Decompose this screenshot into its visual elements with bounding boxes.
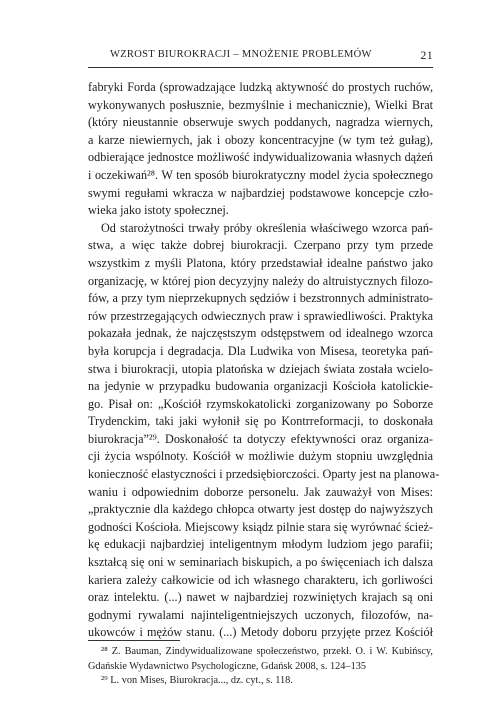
body-line: wykonywanych posłusznie, bezmyślnie i mechanicznie), Wielki Brat — [88, 97, 433, 112]
body-line: ukowców i mężów stanu. (...) Metody doboru przyjęte przez Kościół — [88, 625, 433, 640]
body-line: waniu i odpowiednim doborze personelu. Jak zauważył von Mises: — [88, 484, 433, 499]
footnote-line: ²⁹ L. von Mises, Biurokracja..., dz. cyt., s. 118. — [101, 675, 293, 686]
body-line: konieczność elastyczności i przedsiębiorczości. Oparty jest na planowa- — [88, 467, 440, 482]
running-header — [88, 49, 433, 65]
body-line: była korupcja i degradacja. Dla Ludwika von Misesa, teoretyka pań- — [88, 343, 433, 358]
body-line: Od starożytności trwały próby określenia właściwego wzorca pań- — [101, 220, 433, 235]
body-line: fabryki Forda (sprowadzające ludzką aktywność do prostych ruchów, — [88, 80, 433, 94]
body-line: go. Pisał on: „Kościół rzymskokatolicki zorganizowany po Soborze — [88, 396, 433, 411]
footnote-line: ²⁸ Z. Bauman, Zindywidualizowane społeczeństwo, przekł. O. i W. Kubińscy, — [101, 646, 433, 657]
running-title: WZROST BIUROKRACJI – MNOŻENIE PROBLEMÓW — [110, 49, 372, 60]
body-line: godności Kościoła. Miejscowy ksiądz pilnie stara się wyrównać ścież- — [88, 519, 433, 534]
body-line: stwa, a więc także dobrej biurokracji. Czerpano przy tym przede — [88, 238, 433, 253]
body-line: Trydenckim, taki jaki wyłonił się po Kontrreformacji, to doskonała — [88, 414, 433, 429]
body-line: „praktycznie dla każdego chłopca otwarty jest dostęp do najwyższych — [88, 502, 433, 517]
body-line: i oczekiwań²⁸. W ten sposób biurokratyczny model życia społecznego — [88, 167, 433, 182]
body-line: oraz intelektu. (...) nawet w najbardziej rozwiniętych krajach są oni — [88, 590, 433, 605]
body-line: biurokracja”²⁹. Doskonałość ta dotyczy efektywności oraz organiza- — [88, 431, 433, 446]
body-line: swymi regułami wkracza w najbardziej podstawowe koncepcje czło- — [88, 185, 433, 200]
body-line: pokazała jednak, że najczęstszym odstępstwem od idealnego wzorca — [88, 326, 433, 341]
body-line: a karze niewiernych, jak i obozy koncentracyjne (w tym też gułag), — [88, 132, 433, 147]
body-line: organizację, w której pion decyzyjny należy do altruistycznych filozo- — [88, 273, 433, 288]
body-line: kształcą się oni w seminariach biskupich, a po święceniach ich dalsza — [88, 555, 433, 570]
footnotes — [88, 645, 433, 689]
page-number: 21 — [420, 48, 433, 62]
body-line: kariera zależy całkowicie od ich własnego charakteru, ich gorliwości — [88, 572, 433, 587]
body-line: wieka jako istoty społecznej. — [88, 203, 229, 218]
body-line: stwa i biurokracji, utopia platońska w dziejach świata została wcielo- — [88, 361, 433, 376]
body-line: godnymi rywalami najinteligentniejszych uczonych, filozofów, na- — [88, 607, 433, 622]
body-line: kę edukacji najbardziej inteligentnym młodym ludziom jego parafii; — [88, 537, 433, 552]
body-line: rów przestrzegających odwiecznych praw i sprawiedliwości. Praktyka — [88, 308, 433, 323]
body-line: na jedynie w przypadku budowania organizacji Kościoła katolickie- — [88, 379, 433, 394]
body-line: fów, a przy tym nieprzekupnych sędziów i bezstronnych administrato- — [88, 291, 433, 306]
body-line: (który nieustannie obserwuje swych poddanych, nagradza wiernych, — [88, 115, 433, 130]
footnote-rule — [88, 640, 180, 641]
body-text — [88, 79, 440, 642]
footnote-line: Gdańskie Wydawnictwo Psychologiczne, Gdańsk 2008, s. 124–135 — [88, 660, 367, 672]
header-rule — [88, 67, 433, 68]
body-line: cji życia wspólnoty. Kościół w możliwie dużym stopniu uwzględnia — [88, 449, 433, 464]
body-line: wszystkim z myśli Platona, który przedstawiał idealne państwo jako — [88, 255, 433, 270]
body-line: odbierające jednostce możliwość indywidualizowania własnych dążeń — [88, 150, 433, 165]
